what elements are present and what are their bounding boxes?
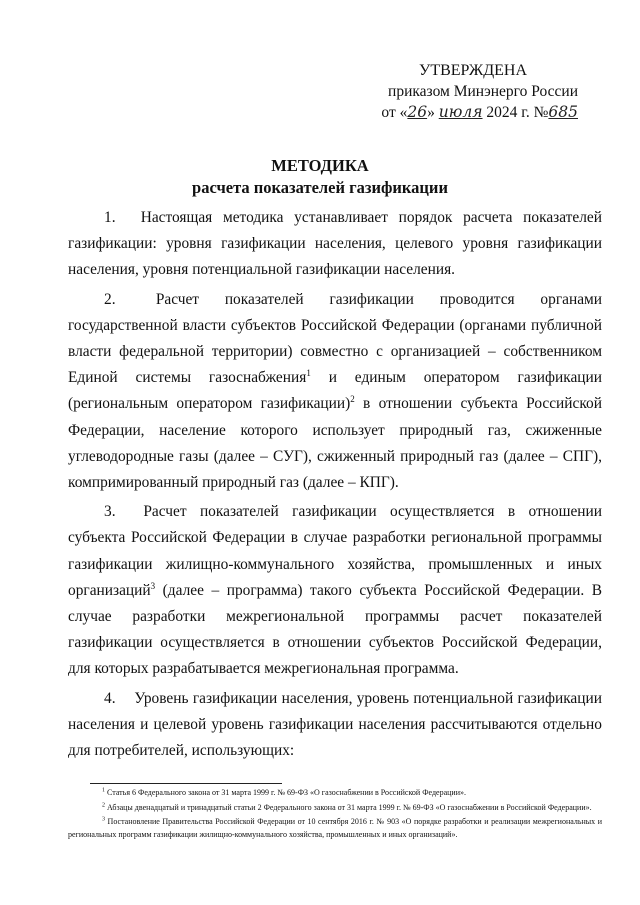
footnotes <box>68 787 602 843</box>
approval-order: приказом Минэнерго России <box>388 83 578 100</box>
date-prefix: от « <box>381 104 408 121</box>
footnote-text: Абзацы двенадцатый и тринадцатый статьи 2 Федерального закона от 31 марта 1999 г. № 69-ФЗ «О газоснабжении в Российской Федерации». <box>105 802 592 812</box>
footnote-separator <box>90 783 282 784</box>
paragraph-text: Настоящая методика устанавливает порядок расчета показателей газификации: уровня газификации населения, целевого уровня газификации населения, уровня потенциальной газификации населения. <box>68 209 602 279</box>
paragraph-2 <box>68 287 602 497</box>
handwritten-number: 685 <box>548 103 578 121</box>
footnote-ref-1: 1 <box>306 368 311 379</box>
footnote-1 <box>68 787 602 800</box>
handwritten-month: июля <box>438 103 483 121</box>
footnote-ref-3: 3 <box>150 580 156 591</box>
footnote-2 <box>68 802 602 815</box>
paragraph-text: Расчет показателей газификации проводится органами государственной власти субъектов Российской Федерации (органами публичной власти федеральной территории) совместно с организацией – собственником Единой системы газоснабжения <box>68 290 602 387</box>
paragraph-4 <box>68 686 602 765</box>
paragraph-text: (далее – программа) такого субъекта Российской Федерации. В случае разработки межрегиональной программы расчет показателей газификации осуществляется в отношении субъектов Российской Федерации, для которых разрабатывается межрегиональная программа. <box>68 581 602 678</box>
footnote-mark: 1 <box>102 787 105 794</box>
approved-heading: УТВЕРЖДЕНА <box>418 62 527 79</box>
footnote-3 <box>68 816 602 841</box>
handwritten-day: 26 <box>407 103 428 121</box>
paragraph-number: 3. <box>104 503 116 521</box>
paragraph-text: Расчет показателей газификации осуществляется в отношении субъекта Российской Федерации в случае разработки региональной программы газификации жилищно-коммунального хозяйства, промышленных и иных организаций <box>68 503 602 599</box>
footnote-mark: 2 <box>102 801 105 808</box>
footnote-text: Постановление Правительства Российской Федерации от 10 сентября 2016 г. № 903 «О порядке разработки и реализации межрегиональных и региональных программ газификации жилищно-коммунального хозяйства, промышленных и иных организаций». <box>68 817 602 839</box>
document-title <box>0 155 640 199</box>
approval-stamp <box>368 60 578 123</box>
title-sub: расчета показателей газификации <box>192 178 448 197</box>
footnote-text: Статья 6 Федерального закона от 31 марта 1999 г. № 69-ФЗ «О газоснабжении в Российской Федерации». <box>105 788 466 797</box>
date-year: 2024 г. № <box>482 104 549 121</box>
date-mid: » <box>427 104 439 121</box>
paragraph-text: в отношении субъекта Российской Федерации, население которого использует природный газ, сжиженные углеводородные газы (далее – СУГ), сжиженный природный газ (далее – СПГ), компримированный природный газ (далее – КПГ). <box>68 395 602 492</box>
paragraph-number: 2. <box>104 290 116 308</box>
paragraph-number: 1. <box>104 209 116 226</box>
paragraph-3 <box>68 499 602 682</box>
approval-date-line <box>368 102 578 123</box>
title-main: МЕТОДИКА <box>271 156 369 175</box>
paragraph-1 <box>68 205 602 284</box>
paragraph-text: Уровень газификации населения, уровень потенциальной газификации населения и целевой уровень газификации населения рассчитываются отдельно для потребителей, использующих: <box>68 689 602 760</box>
paragraph-text: и единым оператором газификации (региональным оператором газификации) <box>68 369 602 413</box>
paragraph-number: 4. <box>104 689 116 707</box>
footnote-ref-2: 2 <box>350 394 355 405</box>
footnote-mark: 3 <box>102 816 105 823</box>
document-body <box>68 205 602 767</box>
